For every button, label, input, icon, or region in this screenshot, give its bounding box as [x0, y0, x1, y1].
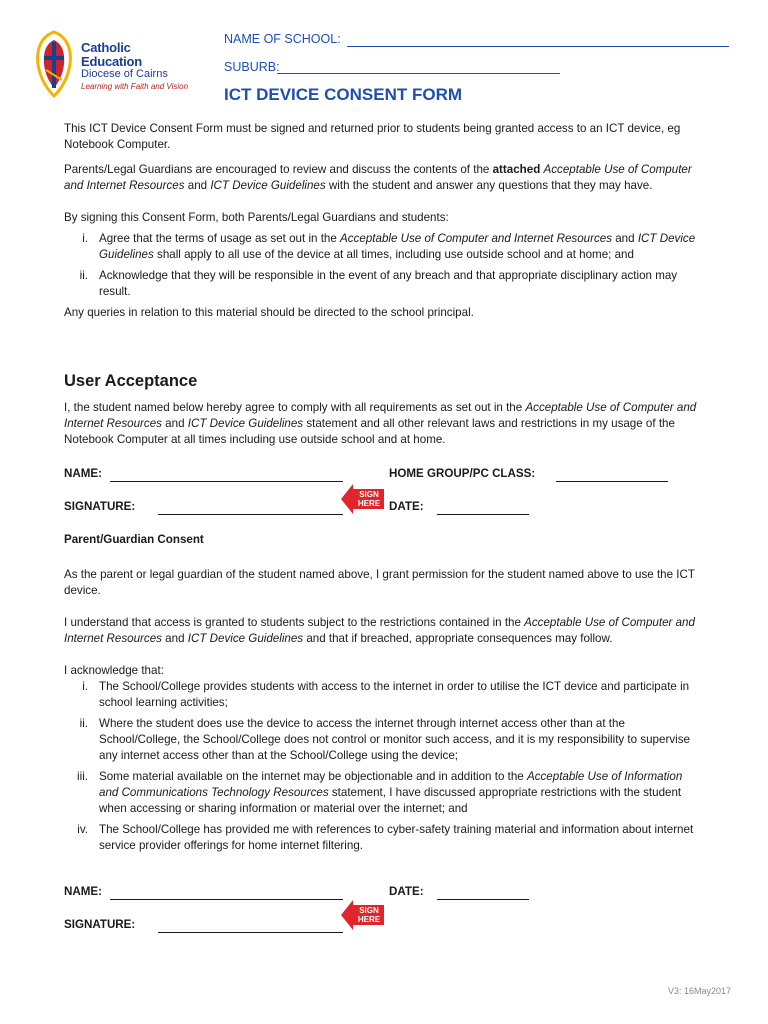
guardian-date-label: DATE: [389, 885, 424, 898]
school-name-field[interactable] [347, 46, 729, 47]
user-acceptance-paragraph: I, the student named below hereby agree to comply with all requirements as set out in the Acceptable Use of Computer and Internet Resources and ICT Device Guidelines statement and all other relevant laws and restrictions in my usage of the Notebook Computer at all times including use outside school and at home. [64, 401, 697, 446]
sign-here-badge [340, 898, 386, 932]
list-item: i. Agree that the terms of usage as set out in the Acceptable Use of Computer and Internet Resources and ICT Device Guidelines shall apply to all use of the device at all times, including use outside school and at home; and [82, 232, 696, 261]
guardian-understand-paragraph: I understand that access is granted to students subject to the restrictions contained in the Acceptable Use of Computer and Internet Resources and ICT Device Guidelines and that if breached, appropriate consequences may follow. [64, 616, 695, 645]
student-date-label: DATE: [389, 500, 424, 513]
suburb-field[interactable] [277, 73, 560, 74]
list-item: ii. Where the student does use the device to access the internet through internet access other than at the School/College, the School/College does not control or monitor such access, and it is my responsibility to supervise any internet access other than at the School/College using the device; [79, 717, 690, 762]
intro-list [64, 231, 704, 300]
school-name-label: NAME OF SCHOOL: [224, 32, 341, 46]
home-group-label: HOME GROUP/PC CLASS: [389, 467, 536, 480]
suburb-label: SUBURB: [224, 60, 280, 74]
svg-text:SIGN: SIGN [359, 490, 379, 499]
student-name-label: NAME: [64, 467, 102, 480]
svg-text:HERE: HERE [357, 499, 381, 508]
review-paragraph: Parents/Legal Guardians are encouraged to review and discuss the contents of the attached Acceptable Use of Computer and Internet Resources and ICT Device Guidelines with the student and answer any questions that they may have. [64, 163, 692, 192]
list-item: ii. Acknowledge that they will be responsible in the event of any breach and that appropriate disciplinary action may result. [79, 269, 678, 298]
sign-here-arrow-icon [340, 482, 386, 516]
intro-section [64, 121, 704, 321]
sign-here-arrow-icon [340, 898, 386, 932]
student-date-field[interactable] [437, 514, 529, 515]
acknowledge-paragraph: I acknowledge that: [64, 664, 164, 677]
guardian-date-field[interactable] [437, 899, 529, 900]
queries-paragraph: Any queries in relation to this material should be directed to the school principal. [64, 306, 474, 319]
logo-text-diocese: Diocese of Cairns [81, 68, 168, 80]
list-item: i. The School/College provides students with access to the internet in order to utilise the ICT device and participate in school learning activities; [82, 680, 690, 709]
guardian-section [64, 567, 704, 859]
logo-text-education: Education [81, 54, 143, 69]
guardian-name-label: NAME: [64, 885, 102, 898]
list-item: iii. Some material available on the internet may be objectionable and in addition to the Acceptable Use of Information and Communications Technology Resources statement, I have discussed appropriate restrictions with the student when accessing or sharing information or material over the internet; and [77, 770, 683, 815]
svg-text:SIGN: SIGN [359, 906, 379, 915]
version-footer: V3: 16May2017 [667, 986, 731, 996]
page-title: ICT DEVICE CONSENT FORM [224, 85, 463, 104]
svg-text:HERE: HERE [357, 915, 381, 924]
guardian-name-field[interactable] [110, 899, 343, 900]
logo-tagline: Learning with Faith and Vision [81, 82, 189, 91]
intro-paragraph: This ICT Device Consent Form must be signed and returned prior to students being granted access to an ICT device, eg Notebook Computer. [64, 122, 681, 151]
student-signature-field[interactable] [158, 514, 343, 515]
user-acceptance-heading: User Acceptance [64, 372, 198, 390]
guardian-signature-field[interactable] [158, 932, 343, 933]
student-name-field[interactable] [110, 481, 343, 482]
sign-here-badge [340, 482, 386, 516]
list-item: iv. The School/College has provided me with references to cyber-safety training material and information about internet service provider offerings for home internet filtering. [77, 823, 694, 852]
student-signature-label: SIGNATURE: [64, 500, 136, 513]
home-group-field[interactable] [556, 481, 668, 482]
guardian-consent-heading: Parent/Guardian Consent [64, 533, 204, 546]
acknowledge-list [64, 679, 704, 854]
guardian-permission-paragraph: As the parent or legal guardian of the student named above, I grant permission for the student named above to use the ICT device. [64, 568, 695, 597]
signing-paragraph: By signing this Consent Form, both Parents/Legal Guardians and students: [64, 211, 449, 224]
logo-text-catholic: Catholic [81, 40, 131, 55]
guardian-signature-label: SIGNATURE: [64, 918, 136, 931]
logo-emblem-icon [32, 30, 76, 98]
